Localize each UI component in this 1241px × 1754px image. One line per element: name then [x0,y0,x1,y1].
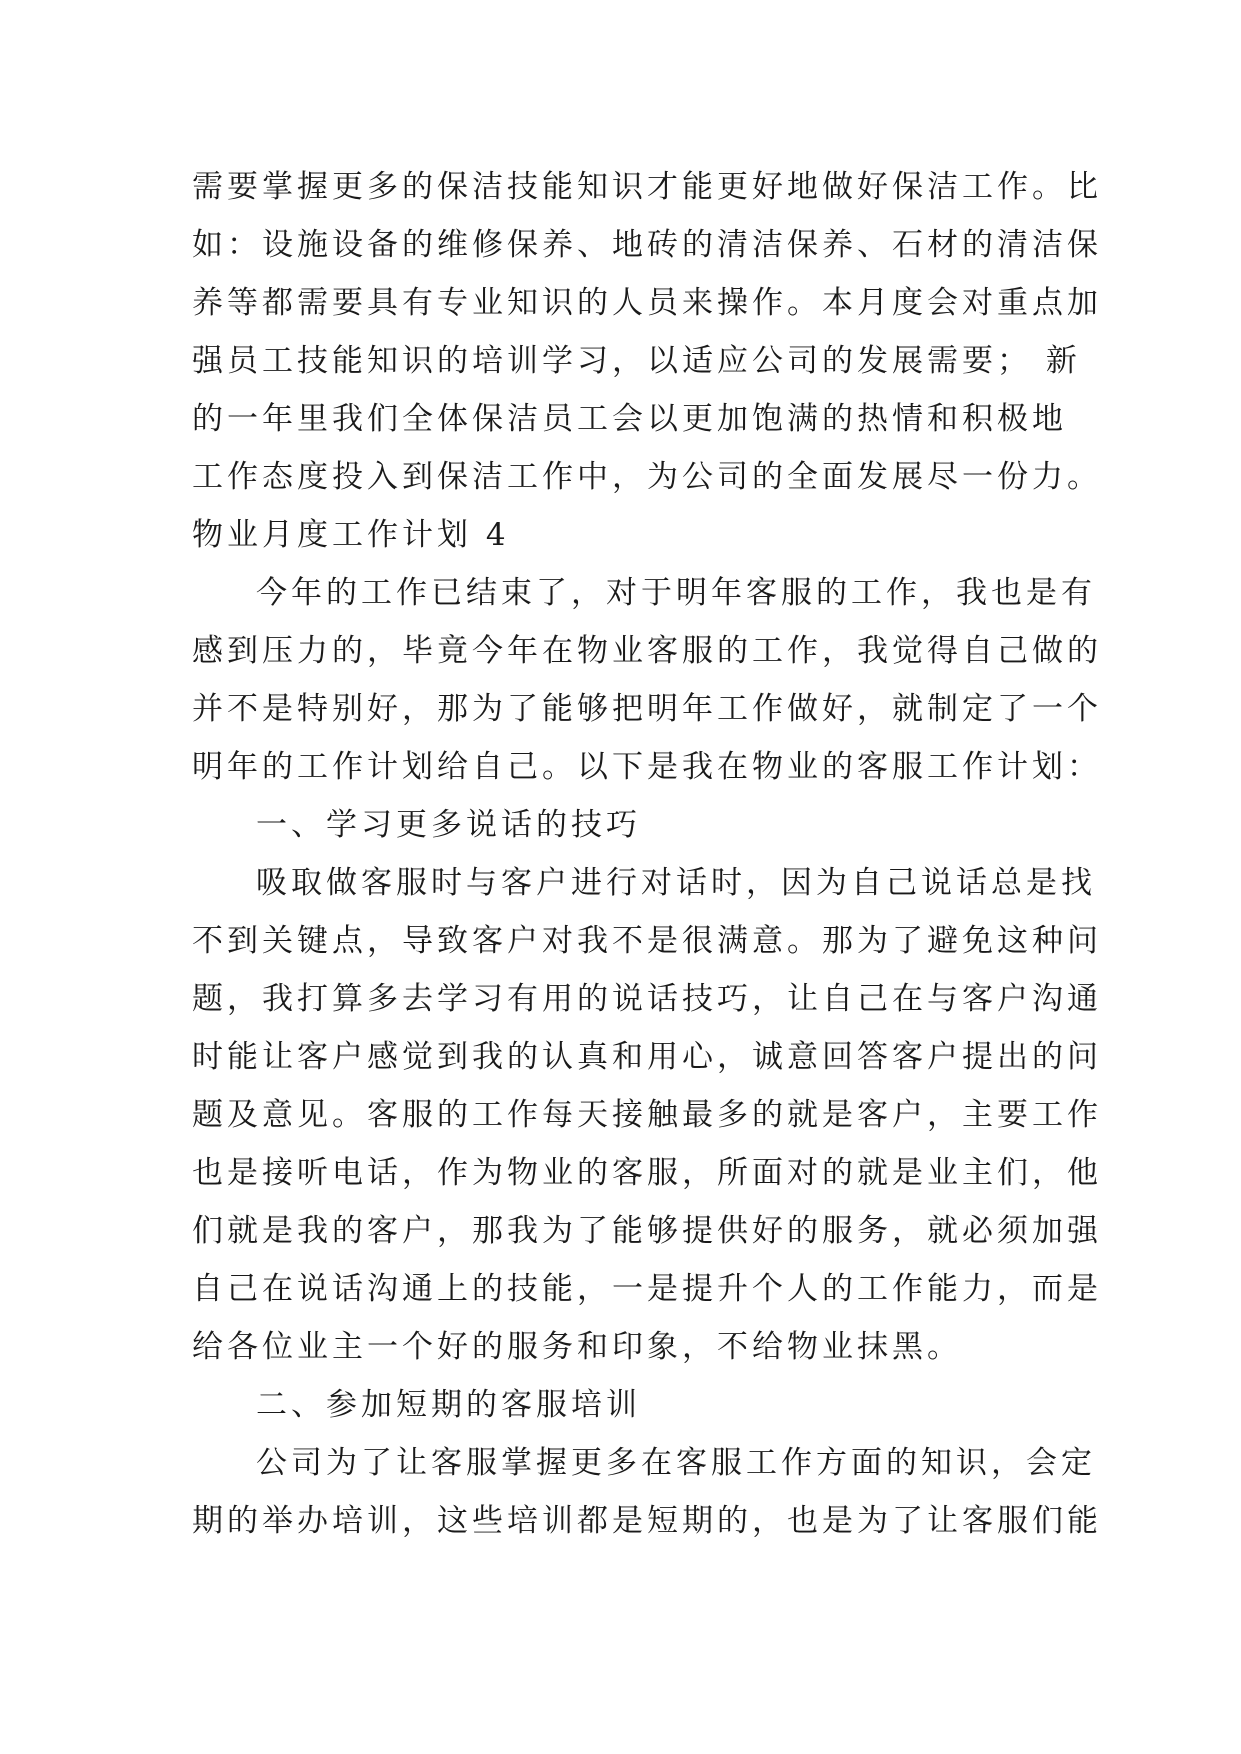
text-line: 一、学习更多说话的技巧 [256,807,641,843]
text-line: 也是接听电话，作为物业的客服，所面对的就是业主们，他 [192,1155,1102,1191]
text-line: 今年的工作已结束了，对于明年客服的工作，我也是有 [256,575,1096,611]
text-line: 如：设施设备的维修保养、地砖的清洁保养、石材的清洁保 [192,227,1102,263]
text-line: 吸取做客服时与客户进行对话时，因为自己说话总是找 [256,865,1096,901]
text-line: 不到关键点，导致客户对我不是很满意。那为了避免这种问 [192,923,1102,959]
text-line: 二、参加短期的客服培训 [256,1387,641,1423]
text-line: 题及意见。客服的工作每天接触最多的就是客户，主要工作 [192,1097,1102,1133]
text-line: 并不是特别好，那为了能够把明年工作做好，就制定了一个 [192,691,1102,727]
text-line: 期的举办培训，这些培训都是短期的，也是为了让客服们能 [192,1503,1102,1539]
text-line: 工作态度投入到保洁工作中，为公司的全面发展尽一份力。 [192,459,1102,495]
text-line: 自己在说话沟通上的技能，一是提升个人的工作能力，而是 [192,1271,1102,1307]
text-line: 养等都需要具有专业知识的人员来操作。本月度会对重点加 [192,285,1102,321]
text-line: 时能让客户感觉到我的认真和用心，诚意回答客户提出的问 [192,1039,1102,1075]
text-line: 感到压力的，毕竟今年在物业客服的工作，我觉得自己做的 [192,633,1102,669]
text-line: 给各位业主一个好的服务和印象，不给物业抹黑。 [192,1329,962,1365]
text-line: 的一年里我们全体保洁员工会以更加饱满的热情和积极地 [192,401,1067,437]
text-line: 需要掌握更多的保洁技能知识才能更好地做好保洁工作。比 [192,169,1102,205]
text-line: 公司为了让客服掌握更多在客服工作方面的知识，会定 [256,1445,1096,1481]
text-line: 物业月度工作计划 4 [192,517,510,553]
text-line: 们就是我的客户，那我为了能够提供好的服务，就必须加强 [192,1213,1102,1249]
text-line: 强员工技能知识的培训学习，以适应公司的发展需要； 新 [192,343,1081,379]
text-line: 明年的工作计划给自己。以下是我在物业的客服工作计划： [192,749,1102,785]
text-line: 题，我打算多去学习有用的说话技巧，让自己在与客户沟通 [192,981,1102,1017]
document-body [192,158,1102,1550]
